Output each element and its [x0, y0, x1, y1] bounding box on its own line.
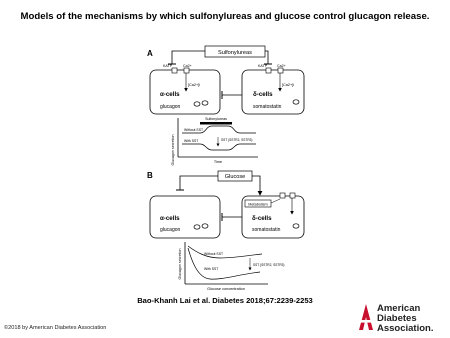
somatostatin-label-a: somatostatin	[253, 104, 282, 110]
ada-logo-text	[377, 304, 434, 334]
ada-logo-line2: Diabetes	[377, 313, 417, 324]
figure-title: Models of the mechanisms by which sulfonylureas and glucose control glucagon release.	[20, 11, 430, 22]
graph-b-ylabel: Glucagon secretion	[178, 248, 182, 280]
copyright: ©2018 by American Diabetes Association	[4, 325, 107, 331]
glucagon-label-a: glucagon	[160, 104, 181, 110]
ada-logo	[356, 301, 448, 335]
graph-b-xlabel: Glucose concentration	[207, 287, 245, 291]
ca-influx-alpha-a: [Ca2+]i	[188, 83, 201, 87]
panel-b-label: B	[147, 171, 153, 180]
graph-a-with-label: With SST	[184, 139, 199, 143]
metabolism-label: Metabolism	[248, 202, 268, 207]
curve-with-sst-a	[182, 144, 256, 150]
graph-b-without-label: Without SST	[204, 252, 224, 256]
ada-logo-line1: American	[377, 303, 421, 314]
graph-a-ylabel: Glucagon secretion	[171, 134, 175, 166]
delta-cell-a-label: δ-cells	[253, 91, 273, 98]
ca-influx-delta-a: [Ca2+]i	[282, 83, 295, 87]
graph-b-with-label: With SST	[204, 267, 219, 271]
panel-a-label: A	[147, 49, 153, 58]
ada-triangle-logo-icon	[358, 303, 374, 331]
sulfonylureas-bar	[200, 122, 232, 125]
delta-cell-b-label: δ-cells	[252, 215, 272, 222]
somatostatin-label-b: somatostatin	[252, 227, 281, 233]
graph-a-xlabel: Time	[213, 160, 223, 164]
glucose-line-delta	[252, 176, 260, 195]
alpha-cell-b-label: α-cells	[160, 215, 180, 222]
ada-logo-line3: Association.	[377, 323, 434, 334]
graph-b-sst-note: SST (SSTR2, SSTR3)	[253, 263, 285, 267]
ca-label-alpha-a: Ca2+	[183, 64, 192, 68]
graph-a-bar-label: Sulfonylureas	[205, 117, 227, 121]
glucose-label: Glucose	[224, 174, 246, 180]
katp-label-alpha-a: KATP	[163, 64, 173, 68]
inhibit-line-alpha	[172, 51, 205, 64]
graph-a-sst-note: SST (SSTR2, SSTR3)	[221, 138, 253, 142]
glucose-line-alpha	[180, 176, 218, 190]
sulfonylureas-label: Sulfonylureas	[218, 50, 252, 56]
ca-label-delta-a: Ca2+	[277, 64, 286, 68]
citation: Bao-Khanh Lai et al. Diabetes 2018;67:2239-2253	[137, 296, 313, 305]
curve-without-sst-b	[188, 246, 262, 258]
alpha-cell-a-label: α-cells	[160, 91, 180, 98]
katp-label-delta-a: KATP	[258, 64, 268, 68]
graph-a-without-label: Without SST	[184, 128, 204, 132]
glucagon-label-b: glucagon	[160, 227, 181, 233]
inhibit-line-delta	[265, 51, 268, 64]
